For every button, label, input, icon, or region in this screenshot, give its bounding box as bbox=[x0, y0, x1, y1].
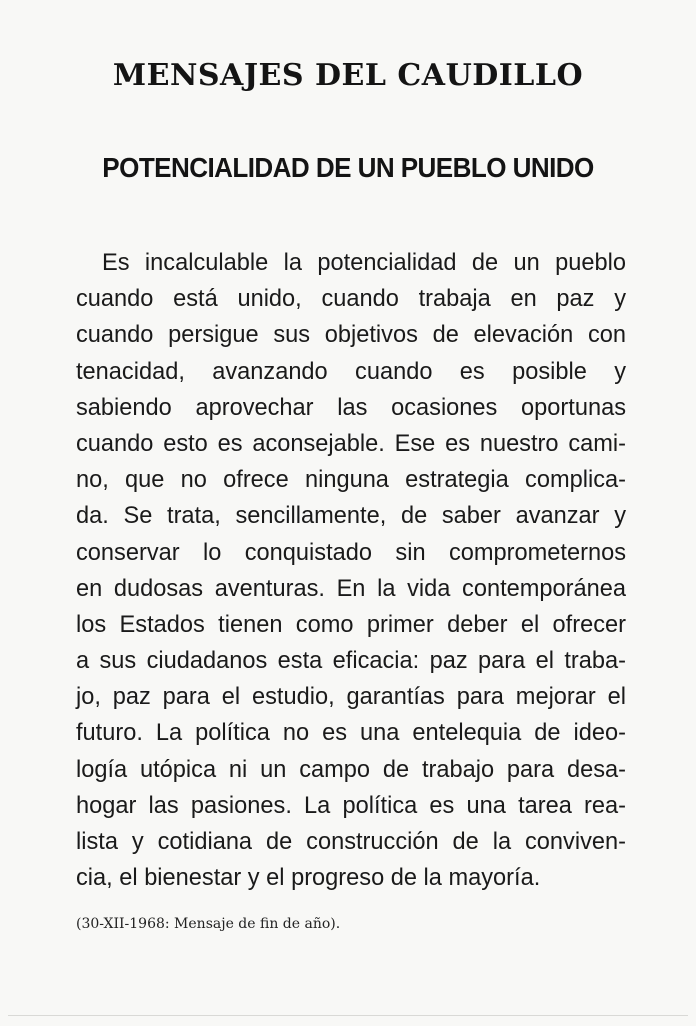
paragraph-line: cuando persigue sus objetivos de elevación con bbox=[76, 322, 626, 349]
paragraph-line: a sus ciudadanos esta eficacia: paz para el traba- bbox=[76, 648, 626, 675]
paragraph-line: lista y cotidiana de construcción de la conviven- bbox=[76, 829, 626, 855]
main-title: MENSAJES DEL CAUDILLO bbox=[112, 58, 584, 93]
paragraph-line: cuando esto es aconsejable. Ese es nuestro cami- bbox=[76, 430, 626, 457]
paragraph-line: no, que no ofrece ninguna estrategia complica- bbox=[76, 467, 626, 494]
paragraph-line: los Estados tienen como primer deber el ofrecer bbox=[76, 611, 626, 638]
paragraph-line: en dudosas aventuras. En la vida contemporánea bbox=[76, 575, 626, 602]
paragraph-line: Es incalculable la potencialidad de un pueblo bbox=[102, 250, 626, 276]
body-paragraph bbox=[76, 245, 626, 896]
paragraph-line: logía utópica ni un campo de trabajo para desa- bbox=[76, 756, 626, 783]
paragraph-line: conservar lo conquistado sin comprometernos bbox=[76, 539, 626, 566]
paragraph-line: da. Se trata, sencillamente, de saber avanzar y bbox=[76, 503, 626, 530]
paragraph-line: jo, paz para el estudio, garantías para mejorar el bbox=[76, 684, 626, 711]
paragraph-line: cuando está unido, cuando trabaja en paz y bbox=[76, 286, 626, 313]
paragraph-line: sabiendo aprovechar las ocasiones oportunas bbox=[76, 394, 626, 421]
citation: (30-XII-1968: Mensaje de fin de año). bbox=[76, 916, 341, 932]
section-title: POTENCIALIDAD DE UN PUEBLO UNIDO bbox=[102, 152, 594, 183]
paragraph-line: hogar las pasiones. La política es una tarea rea- bbox=[76, 792, 626, 819]
paragraph-line: tenacidad, avanzando cuando es posible y bbox=[76, 358, 626, 385]
paragraph-line: cia, el bienestar y el progreso de la mayoría. bbox=[76, 865, 541, 892]
paragraph-line: futuro. La política no es una entelequia de ideo- bbox=[76, 720, 626, 747]
